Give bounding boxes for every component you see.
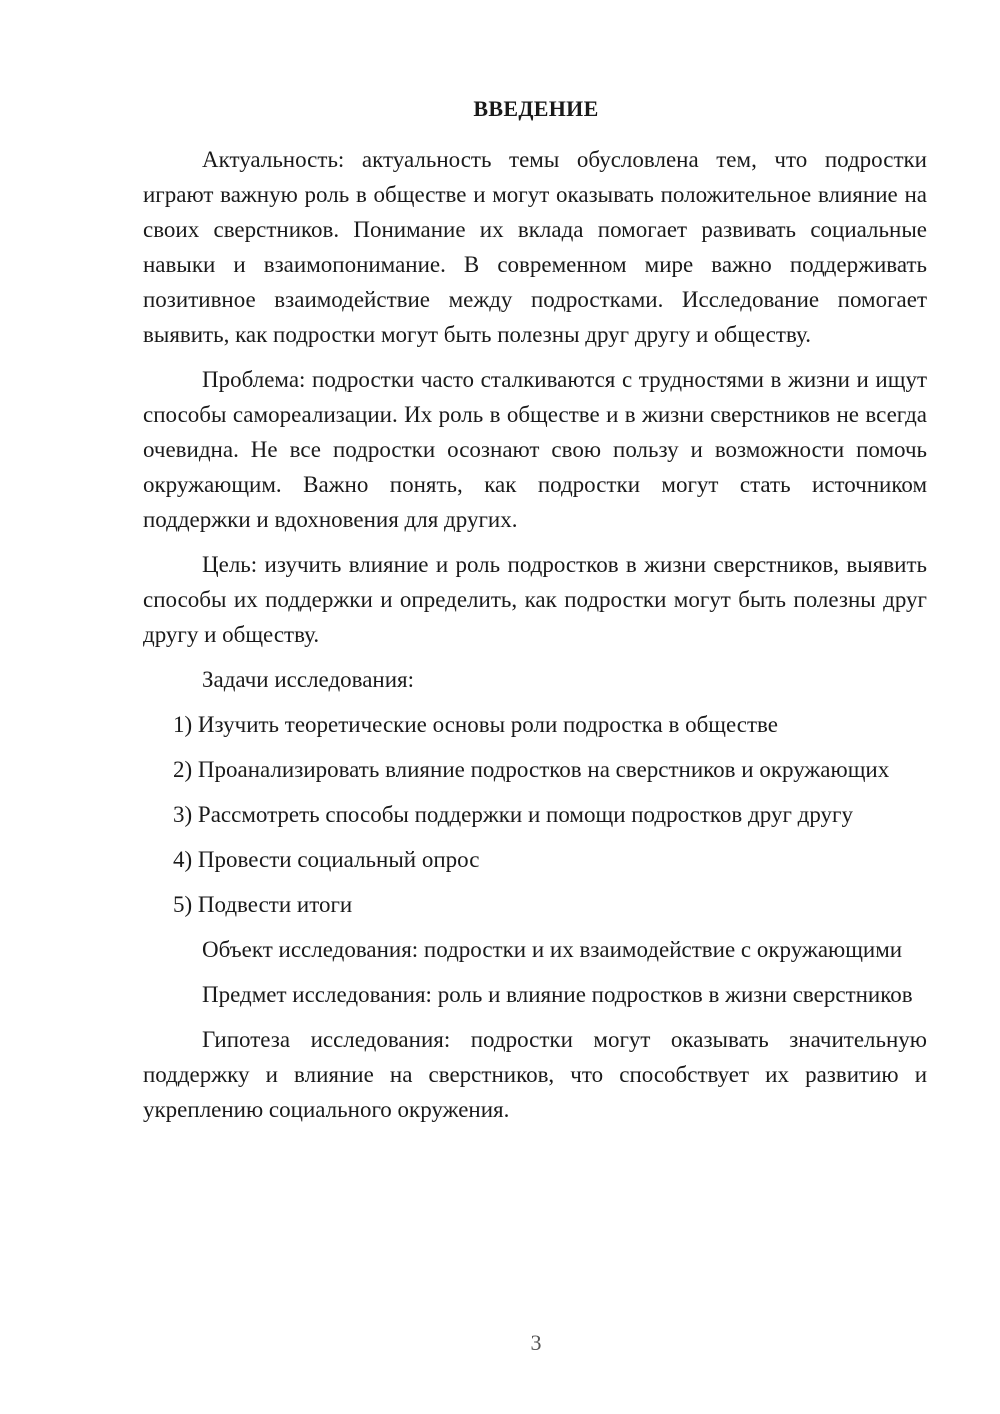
hypothesis-paragraph: Гипотеза исследования: подростки могут оказывать значительную поддержку и влияние на сверстников, что способствует их развитию и укреплению социального окружения.: [143, 1027, 927, 1122]
list-item: 4) Провести социальный опрос: [173, 847, 480, 872]
tasks-heading: Задачи исследования:: [202, 667, 415, 692]
goal-paragraph: Цель: изучить влияние и роль подростков в жизни сверстников, выявить способы их поддержки и определить, как подростки могут быть полезны друг другу и обществу.: [143, 552, 927, 647]
subject-paragraph: Предмет исследования: роль и влияние подростков в жизни сверстников: [202, 982, 913, 1007]
document-body: [143, 142, 927, 1137]
problem-paragraph: Проблема: подростки часто сталкиваются с трудностями в жизни и ищут способы самореализации. Их роль в обществе и в жизни сверстников не всегда очевидна. Не все подростки осознают свою пользу и возможности помочь окружающим. Важно понять, как подростки могут стать источником поддержки и вдохновения для других.: [143, 367, 927, 532]
tasks-list: [143, 707, 927, 922]
list-item: 3) Рассмотреть способы поддержки и помощи подростков друг другу: [173, 802, 853, 827]
page-number: 3: [530, 1330, 542, 1355]
object-paragraph: Объект исследования: подростки и их взаимодействие с окружающими: [202, 937, 903, 962]
list-item: 5) Подвести итоги: [173, 892, 353, 917]
page-title: ВВЕДЕНИЕ: [473, 96, 599, 121]
list-item: 1) Изучить теоретические основы роли подростка в обществе: [173, 712, 778, 737]
relevance-paragraph: Актуальность: актуальность темы обусловлена тем, что подростки играют важную роль в обществе и могут оказывать положительное влияние на своих сверстников. Понимание их вклада помогает развивать социальные навыки и взаимопонимание. В современном мире важно поддерживать позитивное взаимодействие между подростками. Исследование помогает выявить, как подростки могут быть полезны друг другу и обществу.: [143, 147, 927, 347]
list-item: 2) Проанализировать влияние подростков на сверстников и окружающих: [173, 757, 890, 782]
